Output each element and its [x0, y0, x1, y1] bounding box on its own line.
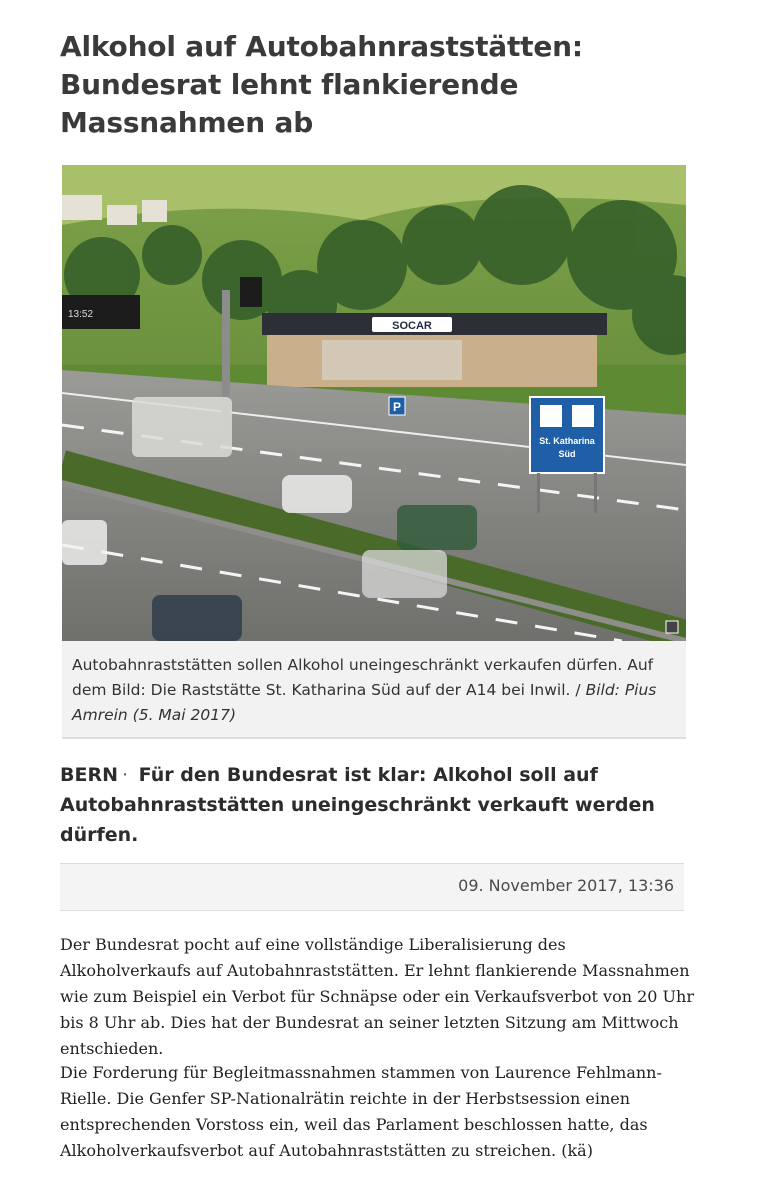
dateline-separator: · — [122, 764, 129, 786]
article-photo[interactable] — [62, 165, 686, 641]
article-lead — [60, 760, 690, 850]
lead-text: Für den Bundesrat ist klar: Alkohol soll auf Autobahnraststätten uneingeschränkt verkauft werden dürfen. — [60, 764, 655, 846]
article-headline: Alkohol auf Autobahnraststätten: Bundesrat lehnt flankierende Massnahmen ab — [60, 30, 583, 139]
photo-credit: Bild: Pius Amrein (5. Mai 2017) — [72, 681, 657, 724]
dateline: BERN — [60, 764, 118, 786]
body-paragraph: Die Forderung für Begleitmassnahmen stammen von Laurence Fehlmann-Rielle. Die Genfer SP-Nationalrätin reichte in der Herbstsession einen entsprechenden Vorstoss ein, weil das Parlament beschlossen hatte, das Alkoholverkaufsverbot auf Autobahnraststätten zu streichen. (kä) — [60, 1063, 662, 1160]
gantry-clock-text: 13:52 — [68, 309, 94, 320]
road-sign-line2: Süd — [558, 449, 576, 459]
brand-sign-text: SOCAR — [392, 320, 432, 332]
parking-sign-text: P — [392, 400, 402, 414]
body-paragraph: Der Bundesrat pocht auf eine vollständige Liberalisierung des Alkoholverkaufs auf Autobahnraststätten. Er lehnt flankierende Massnahmen wie zum Beispiel ein Verbot für Schnäpse oder ein Verkaufsverbot von 20 Uhr bis 8 Uhr ab. Dies hat der Bundesrat an seiner letzten Sitzung am Mittwoch entschieden. — [60, 935, 694, 1058]
photo-illustration — [62, 165, 686, 641]
publish-timestamp: 09. November 2017, 13:36 — [458, 876, 674, 895]
publish-meta-bar — [60, 863, 684, 911]
photo-caption — [62, 641, 686, 739]
road-sign-line1: St. Katharina — [539, 436, 595, 446]
caption-text: Autobahnraststätten sollen Alkohol uneingeschränkt verkaufen dürfen. Auf dem Bild: Die Raststätte St. Katharina Süd auf der A14 bei Inwil. — [72, 656, 654, 699]
caption-separator: / — [575, 681, 581, 699]
